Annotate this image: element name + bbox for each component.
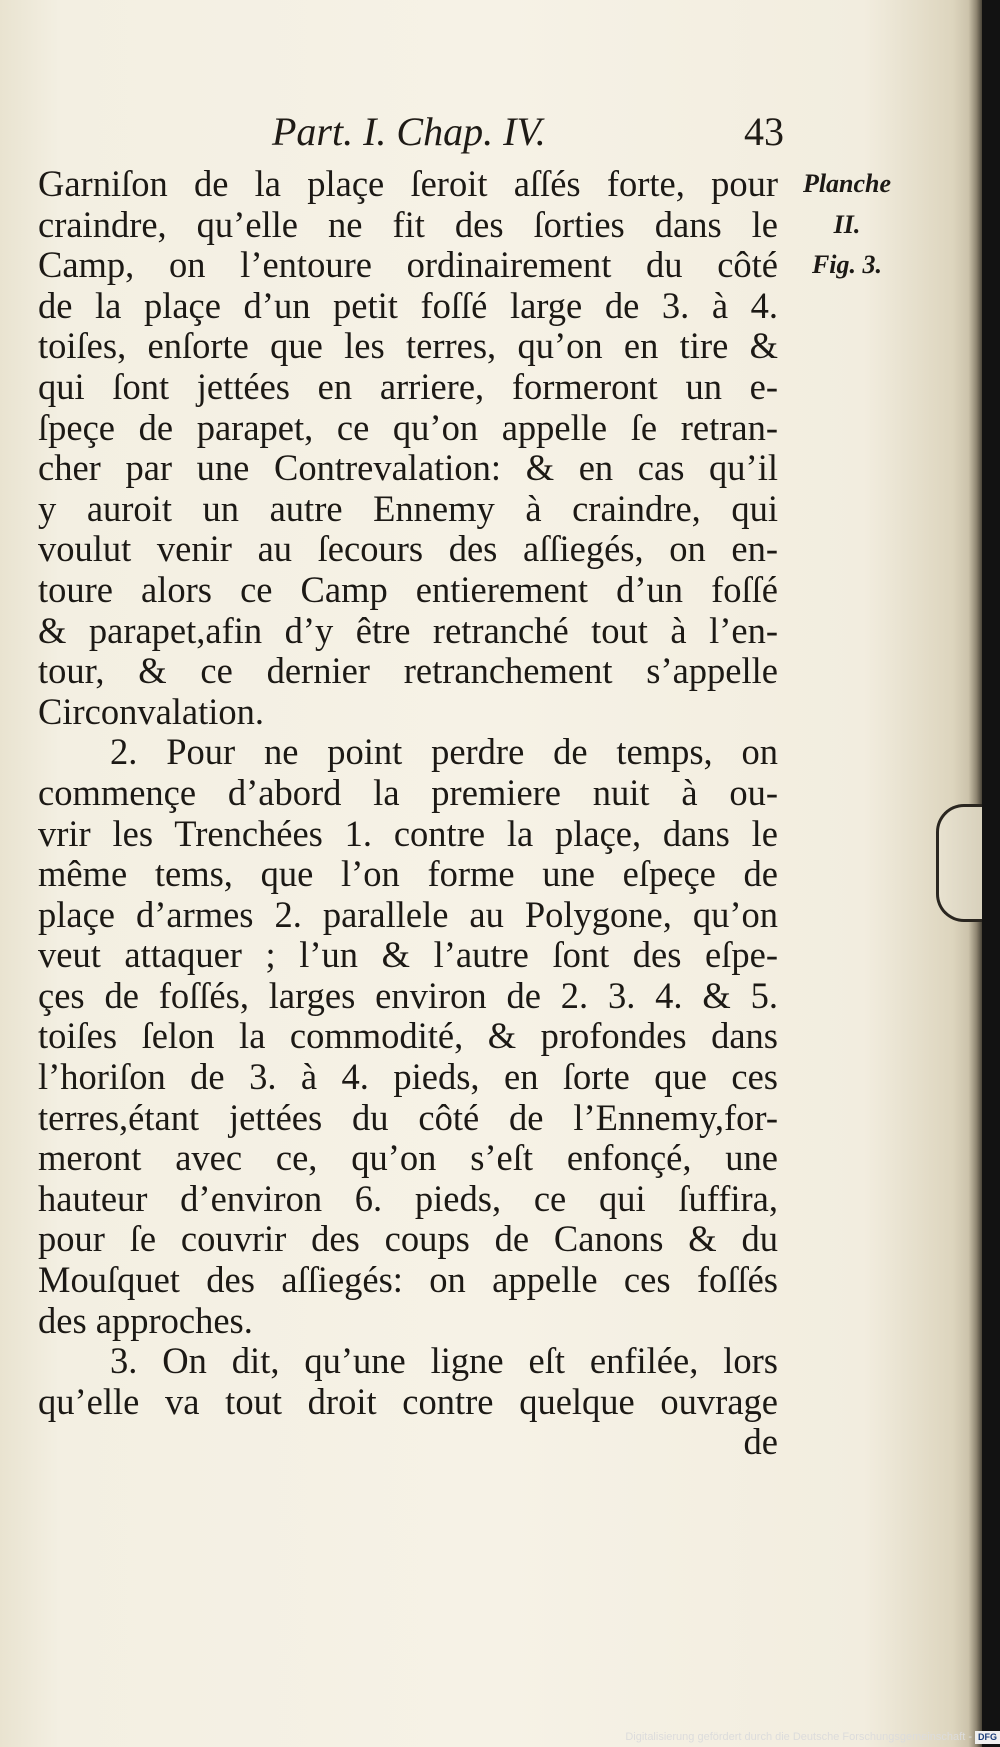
page-header (268, 108, 788, 158)
text-line: vrir les Trenchées 1. contre la plaçe, dans le (38, 812, 778, 854)
text-line: & parapet,afin d’y être retranché tout à l’en- (38, 609, 778, 651)
text-line: plaçe d’armes 2. parallele au Polygone, qu’on (38, 893, 778, 935)
text-line: voulut venir au ſecours des aſſiegés, on en- (38, 528, 778, 570)
text-line: de la plaçe d’un petit foſſé large de 3. à 4. (38, 284, 778, 326)
text-line: toiſes ſelon la commodité, & profondes dans (38, 1015, 778, 1057)
text-line: Mouſquet des aſſiegés: on appelle ces foſſés (38, 1259, 778, 1301)
page-number: 43 (744, 109, 784, 154)
text-line: des approches. (38, 1299, 253, 1341)
text-line: cher par une Contrevalation: & en cas qu’il (38, 447, 778, 489)
text-line: çes de foſſés, larges environ de 2. 3. 4. & 5. (38, 974, 778, 1016)
text-line: Camp, on l’entoure ordinairement du côté (38, 244, 778, 286)
text-line: veut attaquer ; l’un & l’autre ſont des eſpe- (38, 934, 778, 976)
margin-note-plate: Planche (802, 169, 892, 198)
text-line: terres,étant jettées du côté de l’Ennemy,for- (38, 1096, 778, 1138)
text-line: qui ſont jettées en arriere, formeront un e- (38, 365, 778, 407)
margin-note-figure: Fig. 3. (811, 250, 883, 280)
footer-text: Digitalisierung gefördert durch die Deutsche Forschungsgemeinschaft - (625, 1731, 972, 1743)
text-line: 2. Pour ne point perdre de temps, on (110, 731, 778, 773)
margin-note-plate-number: II. (833, 209, 861, 239)
dfg-logo: DFG (975, 1731, 1000, 1744)
margin-note (792, 164, 902, 286)
text-line: craindre, qu’elle ne fit des ſorties dans le (38, 203, 778, 245)
scan-background (982, 0, 1000, 1747)
text-line: même tems, que l’on forme une eſpeçe de (38, 853, 778, 895)
text-line: toiſes, enſorte que les terres, qu’on en tire & (38, 325, 778, 367)
digitization-footer (610, 1728, 1000, 1747)
text-line: Circonvalation. (38, 690, 265, 732)
text-line: commençe d’abord la premiere nuit à ou- (38, 771, 778, 813)
text-line: meront avec ce, qu’on s’eſt enfonçé, une (38, 1137, 778, 1179)
text-line: y auroit un autre Ennemy à craindre, qui (38, 487, 778, 529)
text-line: tour, & ce dernier retranchement s’appelle (38, 650, 778, 692)
text-line: l’horiſon de 3. à 4. pieds, en ſorte que ces (38, 1056, 778, 1098)
text-line: ſpeçe de parapet, ce qu’on appelle ſe retran- (38, 406, 778, 448)
text-line: pour ſe couvrir des coups de Canons & du (38, 1218, 778, 1260)
text-line: 3. On dit, qu’une ligne eſt enfilée, lors (110, 1340, 778, 1382)
catchword: de (743, 1421, 778, 1463)
text-line: qu’elle va tout droit contre quelque ouvrage (38, 1380, 778, 1422)
running-title: Part. I. Chap. IV. (272, 109, 546, 154)
text-line: hauteur d’environ 6. pieds, ce qui ſuffira, (38, 1177, 778, 1219)
text-line: toure alors ce Camp entierement d’un foſſé (38, 568, 778, 610)
body-text (38, 164, 778, 1463)
text-line: Garniſon de la plaçe ſeroit aſſés forte, pour (38, 163, 778, 204)
